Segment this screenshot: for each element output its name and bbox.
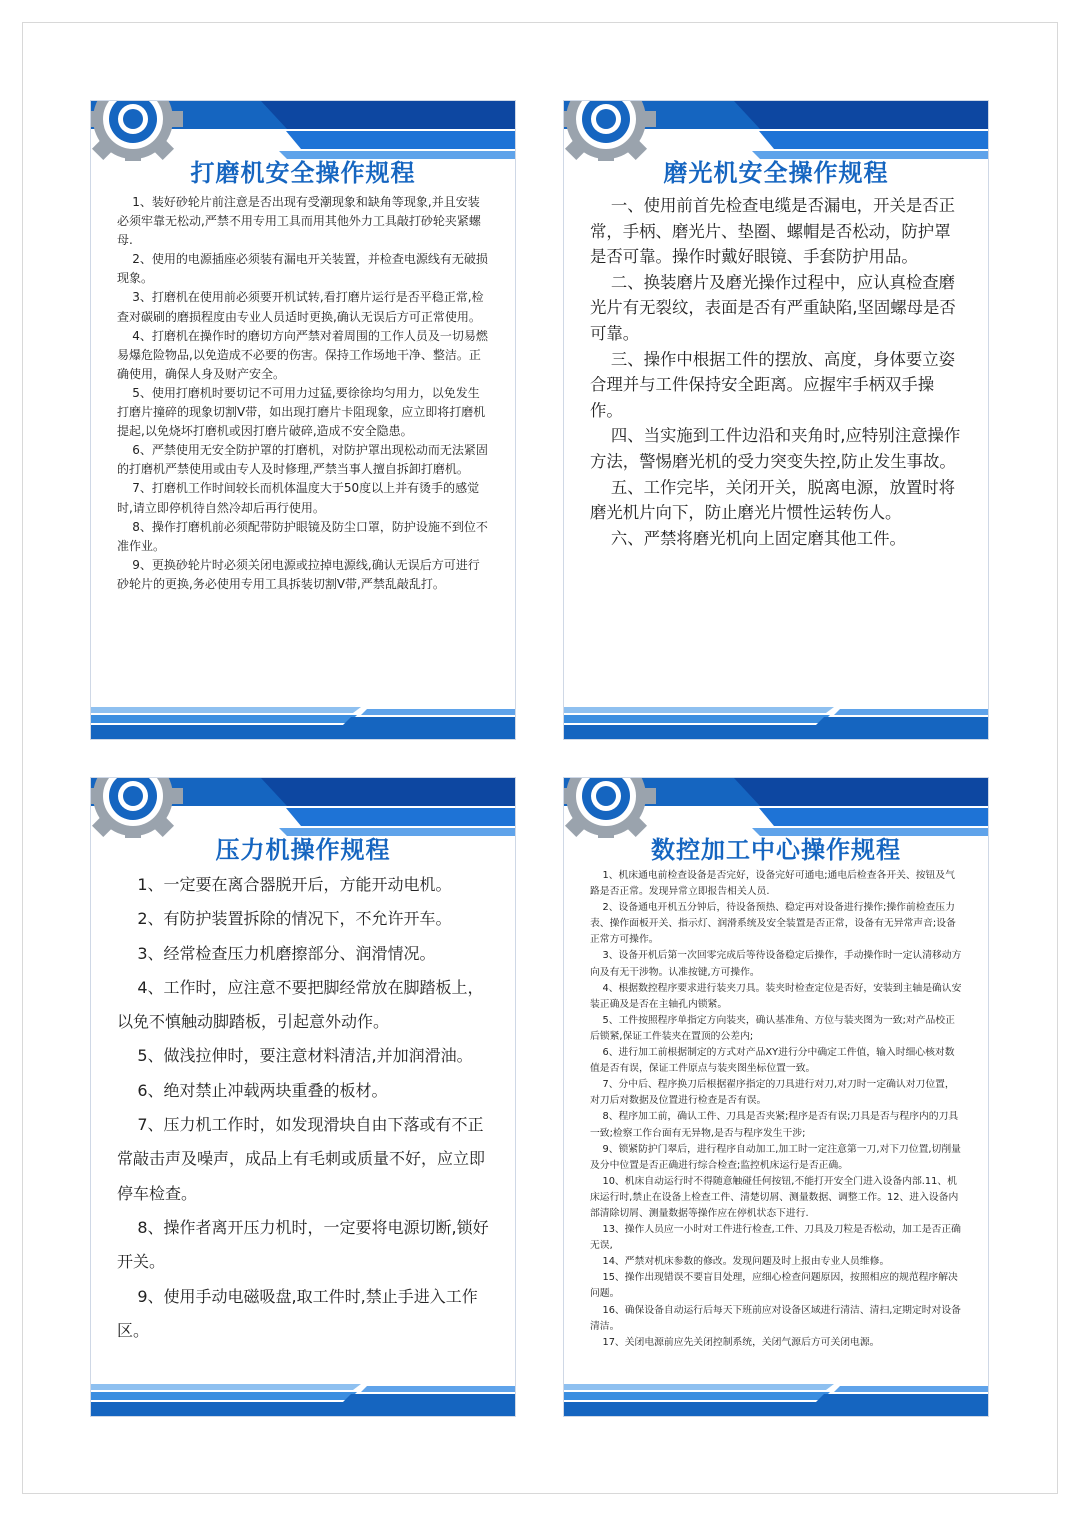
board-body-text: 一、使用前首先检查电缆是否漏电，开关是否正常，手柄、磨光片、垫圈、螺帽是否松动，防护罩是否可靠。操作时戴好眼镜、手套防护用品。 二、换装磨片及磨光操作过程中，应认真检查磨光片有无裂纹，表面是否有严重缺陷,坚固螺母是否可靠。 三、操作中根据工件的摆放、高度，身体要立姿合理并与工件保持安全距离。应握牢手柄双手操作。 四、当实施到工件边沿和夹角时,应特别注意操作方法，警惕磨光机的受力突变失控,防止发生事故。 五、工作完毕，关闭开关，脱离电源，放置时将磨光机片向下，防止磨光片惯性运转伤人。 六、严禁将磨光机向上固定磨其他工件。 (590, 196, 961, 548)
footer-banner (564, 1380, 989, 1416)
board-press (90, 777, 516, 1417)
header-banner (564, 778, 989, 838)
board-title: 磨光机安全操作规程 (663, 159, 889, 187)
footer-banner (91, 703, 516, 739)
board-body-text: 1、一定要在离合器脱开后，方能开动电机。 2、有防护装置拆除的情况下，不允许开车。 3、经常检查压力机磨擦部分、润滑情况。 4、工作时，应注意不要把脚经常放在脚踏板上，以免不慎触动脚踏板，引起意外动作。 5、做浅拉伸时，要注意材料清洁,并加润滑油。 6、绝对禁止冲载两块重叠的板材。 7、压力机工作时，如发现滑块自由下落或有不正常敲击声及噪声，成品上有毛刺或质量不好，应立即停车检查。 8、操作者离开压力机时，一定要将电源切断,锁好开关。 9、使用手动电磁吸盘,取工件时,禁止手进入工作区。 (117, 875, 489, 1340)
footer-banner (564, 703, 989, 739)
header-banner (91, 778, 516, 838)
gear-icon (564, 778, 656, 838)
board-title: 数控加工中心操作规程 (651, 836, 901, 864)
board-cnc (563, 777, 989, 1417)
board-grinder (90, 100, 516, 740)
gear-icon (91, 101, 183, 161)
board-title: 打磨机安全操作规程 (190, 159, 416, 187)
header-banner (91, 101, 516, 161)
gear-icon (91, 778, 183, 838)
board-title: 压力机操作规程 (215, 836, 391, 864)
board-body-text: 1、机床通电前检查设备是否完好，设备完好可通电;通电后检查各开关、按钮及气路是否正常。发现异常立即报告相关人员. 2、设备通电开机五分钟后，待设备预热、稳定再对设备进行操作;操作前检查压力表、操作面板开关、指示灯、润滑系统及安全装置是否正常，设备有无异常声音;设备正常方可操作。 3、设备开机后第一次回零完成后等待设备稳定后操作，手动操作时一定认清移动方向及有无干涉物。认准按键,方可操作。 4、根据数控程序要求进行装夹刀具。装夹时检查定位是否好，安装到主轴是确认安装正确及是否在主轴孔内锁紧。 5、工件按照程序单指定方向装夹，确认基准角、方位与装夹图为一致;对产品校正后锁紧,保证工件装夹在置顶的公差内; 6、进行加工前根据制定的方式对产品XY进行分中确定工件值，输入时细心核对数值是否有误，保证工件原点与装夹图坐标位置一致。 7、分中后、程序换刀后根据翟序指定的刀具进行对刀,对刀时一定确认对刀位置，对刀后对数据及位置进行检查是否有误。 8、程序加工前，确认工件、刀具是否夹紧;程序是否有误;刀具是否与程序内的刀具一致;检察工作台面有无异物,是否与程序发生干涉; 9、锁紧防护门翠后，进行程序自动加工,加工时一定注意第一刀,对下刀位置,切削量及分中位置是否正确进行综合检查;监控机床运行是否正确。 10、机床自动运行时不得随意触碰任何按钮,不能打开安全门进入设备内部.11、机床运行时,禁止在设备上检查工件、清楚切屑、测量数据、调整工作。12、进入设备内部清除切屑、测量数据等操作应在停机状态下进行. 13、操作人员应一小时对工件进行检查,工件、刀具及刀粒是否松动，加工是否正确无误, 14、严禁对机床参数的修改。发现问题及时上报由专业人员维修。 15、操作出现错误不要盲目处理，应细心检查问题原因，按照相应的规范程序解决问题。 16、确保设备自动运行后每天下班前应对设备区域进行清洁、清扫,定期定时对设备清洁。 17、关闭电源前应先关闭控制系统，关闭气源后方可关闭电源。 (590, 870, 962, 1348)
board-body-text: 1、装好砂轮片前注意是否出现有受潮现象和缺角等现象,并且安装必须牢靠无松动,严禁不用专用工具而用其他外力工具敲打砂轮夹紧螺母. 2、使用的电源插座必须装有漏电开关装置，并检查电源线有无破损现象。 3、打磨机在使用前必须要开机试转,看打磨片运行是否平稳正常,检查对碳刷的磨损程度由专业人员适时更换,确认无误后方可正常使用。 4、打磨机在操作时的磨切方向严禁对着周围的工作人员及一切易燃易爆危险物品,以免造成不必要的伤害。保持工作场地干净、整洁。正确使用，确保人身及财产安全。 5、使用打磨机时要切记不可用力过猛,要徐徐均匀用力，以免发生打磨片撞碎的现象切割V带，如出现打磨片卡阻现象，应立即将打磨机提起,以免烧坏打磨机或因打磨片破碎,造成不安全隐患。 6、严禁使用无安全防护罩的打磨机，对防护罩出现松动而无法紧固的打磨机严禁使用或由专人及时修理,严禁当事人擅自拆卸打磨机。 7、打磨机工作时间较长而机体温度大于50度以上并有烫手的感觉时,请立即停机待自然冷却后再行使用。 8、操作打磨机前必须配带防护眼镜及防尘口罩，防护设施不到位不准作业。 9、更换砂轮片时必须关闭电源或拉掉电源线,确认无误后方可进行砂轮片的更换,务必使用专用工具拆装切割V带,严禁乱敲乱打。 (117, 195, 488, 591)
gear-icon (564, 101, 656, 161)
board-polisher (563, 100, 989, 740)
header-banner (564, 101, 989, 161)
footer-banner (91, 1380, 516, 1416)
